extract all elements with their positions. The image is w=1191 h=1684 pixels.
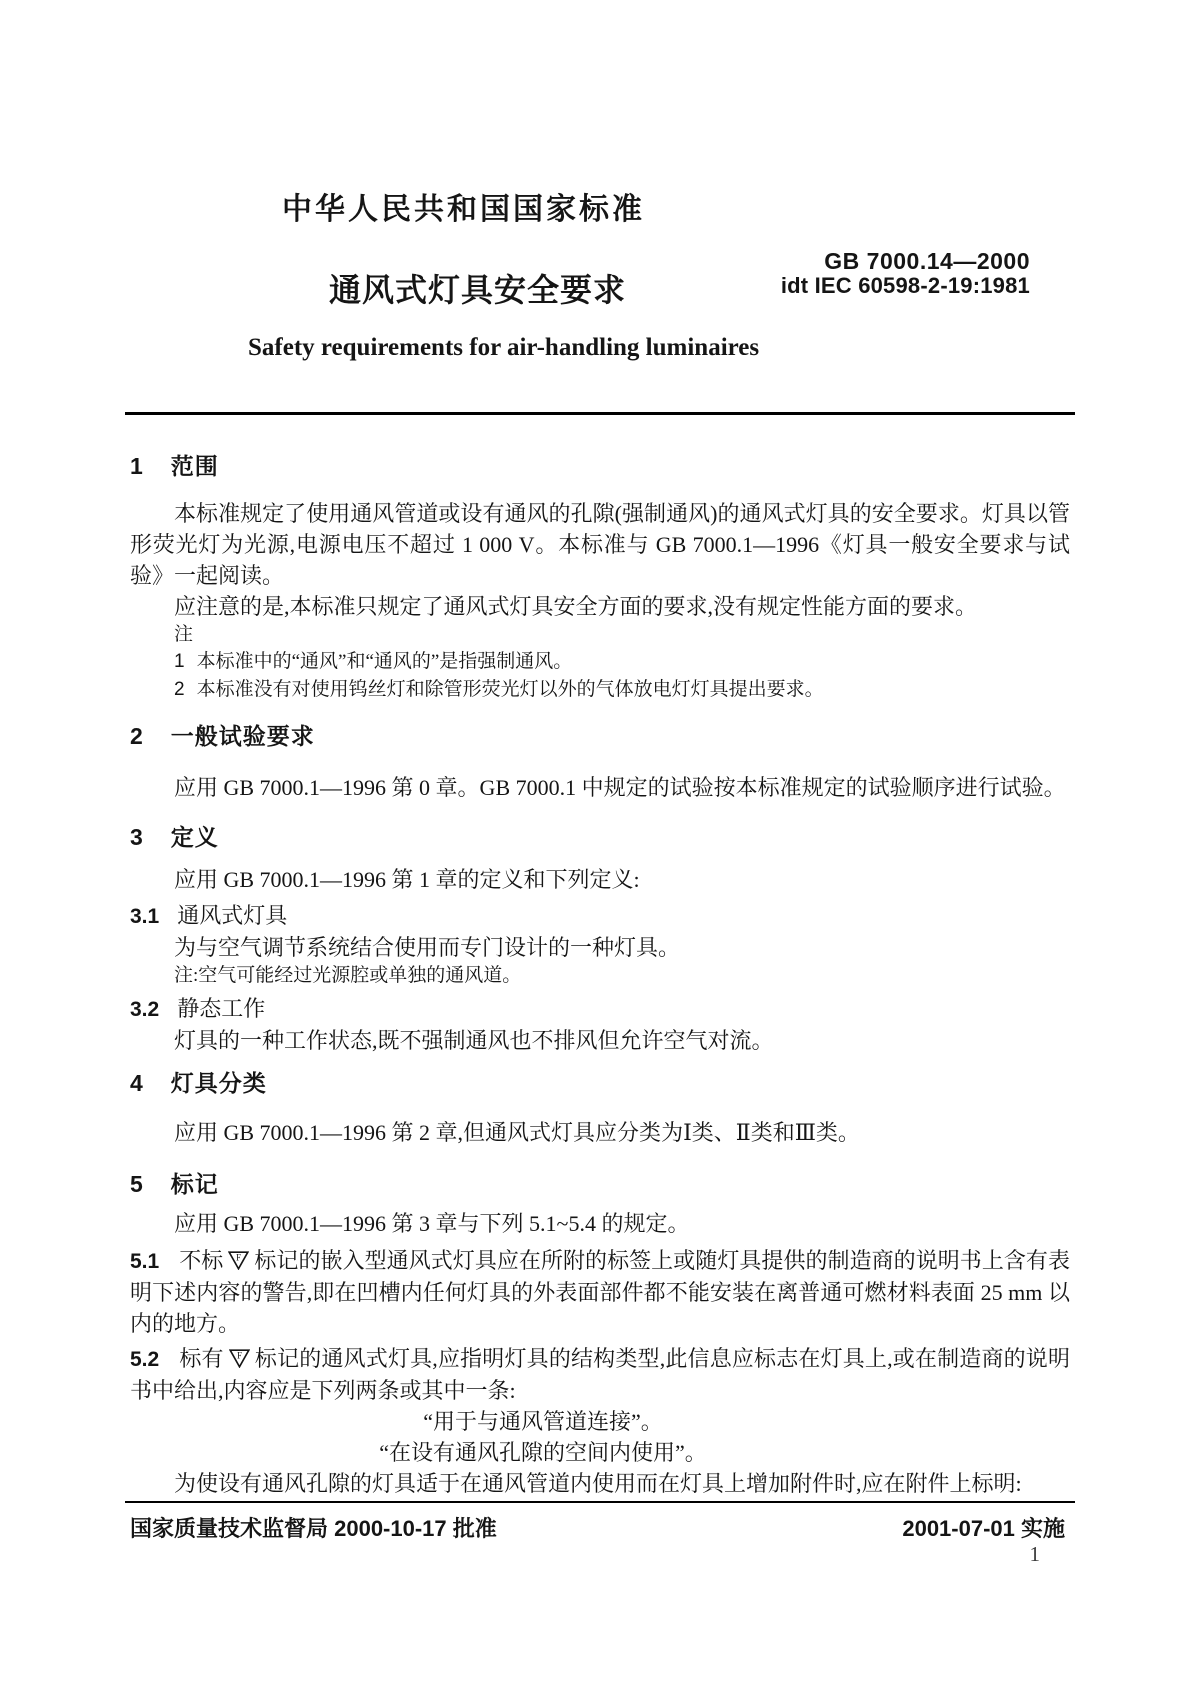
section-1-paragraph-2: 应注意的是,本标准只规定了通风式灯具安全方面的要求,没有规定性能方面的要求。 — [174, 594, 978, 619]
marking-quotation-1: “用于与通风管道连接”。 — [423, 1409, 663, 1434]
section-3-title: 定义 — [170, 824, 219, 850]
clause-3-1-paragraph: 为与空气调节系统结合使用而专门设计的一种灯具。 — [174, 935, 681, 960]
implementation-statement: 2001-07-01 实施 — [902, 1516, 1065, 1541]
clause-3-1-number: 3.1 — [130, 905, 160, 928]
clause-3-2-heading — [130, 993, 1070, 1025]
section-4-title: 灯具分类 — [170, 1070, 267, 1096]
svg-text:F: F — [236, 1252, 242, 1263]
section-1-title: 范围 — [170, 453, 219, 479]
clause-5-2-number: 5.2 — [130, 1348, 160, 1371]
section-2-title: 一般试验要求 — [170, 723, 315, 749]
clause-5-2-text-pre: 标有 — [179, 1346, 224, 1371]
note-item-1 — [130, 648, 1070, 676]
note-1-text: 本标准中的“通风”和“通风的”是指强制通风。 — [196, 651, 573, 672]
idt-reference: idt IEC 60598-2-19:1981 — [780, 273, 1030, 298]
section-4-heading — [130, 1067, 1070, 1099]
section-5-number: 5 — [130, 1171, 144, 1197]
notes-label: 注 — [174, 624, 194, 645]
section-5-heading — [130, 1168, 1070, 1200]
section-5-title: 标记 — [170, 1171, 219, 1197]
clause-3-1-heading — [130, 900, 1070, 932]
section-3-heading — [130, 821, 1070, 853]
note-1-number: 1 — [174, 651, 185, 672]
clause-3-1-title: 通风式灯具 — [177, 903, 288, 928]
footer-divider-rule — [125, 1501, 1075, 1503]
clause-3-2-number: 3.2 — [130, 998, 160, 1021]
section-5-paragraph-0: 应用 GB 7000.1—1996 第 3 章与下列 5.1~5.4 的规定。 — [174, 1211, 690, 1236]
clause-5-2-paragraph — [130, 1343, 1070, 1406]
clause-5-1-number: 5.1 — [130, 1250, 160, 1273]
section-3-number: 3 — [130, 824, 144, 850]
section-1-heading — [130, 450, 1070, 482]
section-4-number: 4 — [130, 1070, 144, 1096]
clause-3-2-title: 静态工作 — [177, 996, 266, 1021]
clause-5-1-paragraph — [130, 1245, 1070, 1339]
clause-5-1-text-post: 标记的嵌入型通风式灯具应在所附的标签上或随灯具提供的制造商的说明书上含有表明下述内容的警告,即在凹槽内任何灯具的外表面部件都不能安装在离普通可燃材料表面 25 mm 以内的地方。 — [130, 1248, 1070, 1336]
section-5-paragraph-3: 为使设有通风孔隙的灯具适于在通风管道内使用而在灯具上增加附件时,应在附件上标明: — [174, 1471, 1022, 1496]
marking-quotation-2: “在设有通风孔隙的空间内使用”。 — [379, 1440, 707, 1465]
document-title-zh: 通风式灯具安全要求 — [329, 272, 627, 308]
clause-3-2-paragraph: 灯具的一种工作状态,既不强制通风也不排风但允许空气对流。 — [174, 1028, 774, 1053]
clause-5-2-text-post: 标记的通风式灯具,应指明灯具的结构类型,此信息应标志在灯具上,或在制造商的说明书中给出,内容应是下列两条或其中一条: — [130, 1346, 1070, 1403]
section-1-paragraph-1: 本标准规定了使用通风管道或设有通风的孔隙(强制通风)的通风式灯具的安全要求。灯具以管形荧光灯为光源,电源电压不超过 1 000 V。本标准与 GB 7000.1—1996《灯具一般安全要求与试验》一起阅读。 — [130, 501, 1070, 588]
section-1-number: 1 — [130, 453, 144, 479]
svg-text:F: F — [236, 1350, 242, 1361]
standard-code-block — [781, 248, 1030, 298]
clause-3-1-note: 注:空气可能经过光源腔或单独的通风道。 — [174, 965, 522, 986]
section-4-paragraph-1: 应用 GB 7000.1—1996 第 2 章,但通风式灯具应分类为Ⅰ类、Ⅱ类和Ⅲ类。 — [174, 1120, 860, 1145]
note-2-text: 本标准没有对使用钨丝灯和除管形荧光灯以外的气体放电灯灯具提出要求。 — [196, 679, 824, 700]
approval-statement: 国家质量技术监督局 2000-10-17 批准 — [130, 1516, 497, 1541]
note-2-number: 2 — [174, 679, 185, 700]
page-number: 1 — [1029, 1542, 1040, 1566]
standard-category-title: 中华人民共和国国家标准 — [282, 193, 645, 226]
note-item-2 — [130, 676, 1070, 704]
document-body — [130, 415, 1070, 1499]
standard-number: GB 7000.14—2000 — [824, 248, 1030, 274]
section-3-paragraph-1: 应用 GB 7000.1—1996 第 1 章的定义和下列定义: — [174, 867, 640, 892]
f-mark-icon — [229, 1349, 250, 1368]
f-mark-icon — [228, 1251, 249, 1270]
section-2-paragraph-1: 应用 GB 7000.1—1996 第 0 章。GB 7000.1 中规定的试验按本标准规定的试验顺序进行试验。 — [174, 775, 1066, 800]
clause-5-1-text-pre: 不标 — [179, 1248, 224, 1273]
section-2-number: 2 — [130, 723, 144, 749]
document-title-en: Safety requirements for air-handling luminaires — [248, 334, 760, 361]
section-2-heading — [130, 720, 1070, 752]
